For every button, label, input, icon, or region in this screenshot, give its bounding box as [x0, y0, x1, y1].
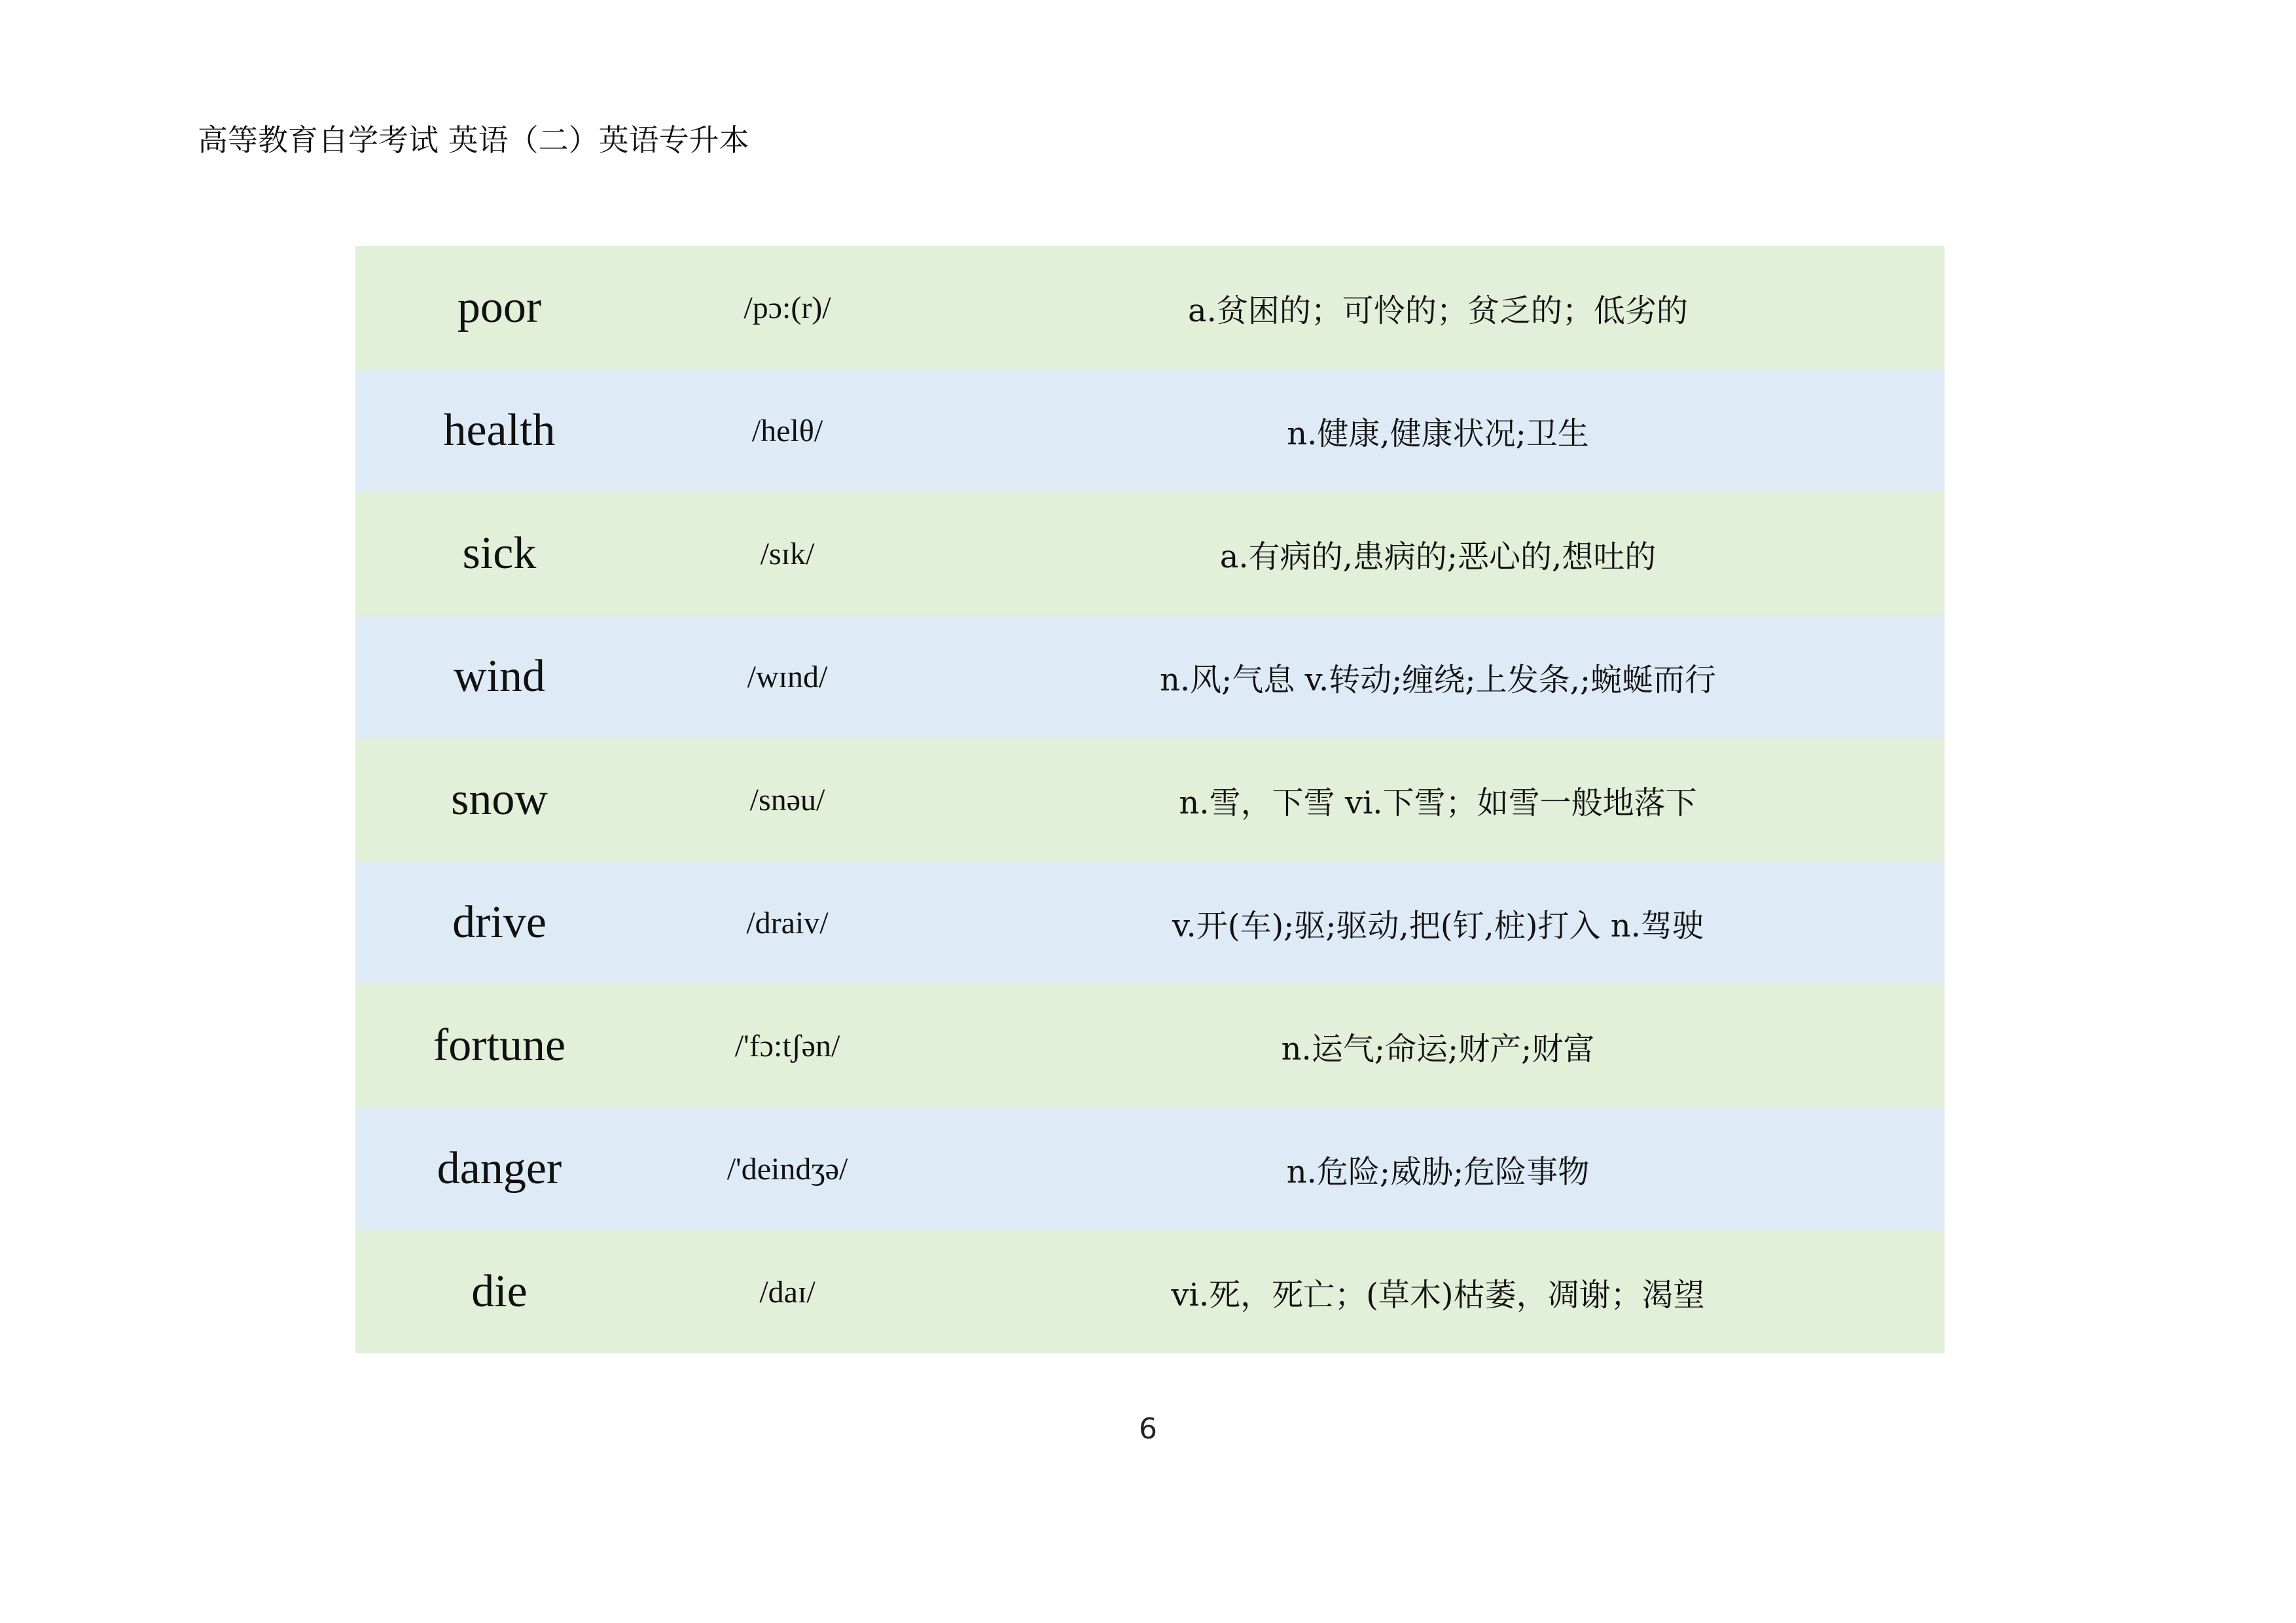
phonetic-cell: /'fɔ:tʃən/ — [734, 1028, 840, 1063]
table-row — [355, 369, 1945, 492]
meaning-cell: n.运气;命运;财产;财富 — [1281, 1030, 1595, 1067]
phonetic-cell: /daɪ/ — [759, 1274, 816, 1310]
phonetic-cell: /sɪk/ — [760, 536, 815, 571]
phonetic-cell: /wɪnd/ — [747, 659, 828, 694]
word-cell: danger — [437, 1143, 562, 1194]
page-header: 高等教育自学考试 英语（二）英语专升本 — [198, 122, 749, 158]
word-cell: snow — [451, 774, 548, 825]
table-row — [355, 615, 1945, 738]
meaning-cell: n.危险;威胁;危险事物 — [1286, 1153, 1590, 1190]
word-cell: die — [471, 1266, 528, 1317]
meaning-cell: n.雪，下雪 vi.下雪；如雪一般地落下 — [1179, 784, 1697, 821]
word-cell: poor — [457, 282, 542, 332]
phonetic-cell: /helθ/ — [751, 413, 823, 448]
phonetic-cell: /draiv/ — [746, 905, 829, 940]
meaning-cell: n.风;气息 v.转动;缠绕;上发条,;蜿蜒而行 — [1159, 661, 1717, 698]
table-row — [355, 1230, 1945, 1353]
word-cell: fortune — [433, 1020, 566, 1071]
table-row — [355, 738, 1945, 861]
meaning-cell: v.开(车);驱;驱动,把(钉,桩)打入 n.驾驶 — [1172, 907, 1704, 944]
meaning-cell: a.有病的,患病的;恶心的,想吐的 — [1219, 538, 1657, 575]
phonetic-cell: /'deindʒə/ — [726, 1151, 848, 1186]
table-row — [355, 861, 1945, 984]
meaning-cell: a.贫困的；可怜的；贫乏的；低劣的 — [1188, 292, 1688, 329]
word-cell: wind — [454, 651, 545, 702]
table-row — [355, 984, 1945, 1107]
phonetic-cell: /pɔ:(r)/ — [744, 290, 831, 325]
word-cell: drive — [452, 897, 547, 948]
page-number: 6 — [1139, 1412, 1157, 1446]
table-row — [355, 1107, 1945, 1230]
table-row — [355, 492, 1945, 615]
word-cell: sick — [462, 528, 537, 579]
meaning-cell: n.健康,健康状况;卫生 — [1287, 415, 1589, 452]
meaning-cell: vi.死，死亡；(草木)枯萎，凋谢；渴望 — [1171, 1276, 1705, 1313]
vocabulary-table — [355, 246, 1945, 1353]
phonetic-cell: /snəu/ — [749, 782, 825, 817]
word-cell: health — [443, 405, 556, 455]
table-row — [355, 246, 1945, 369]
